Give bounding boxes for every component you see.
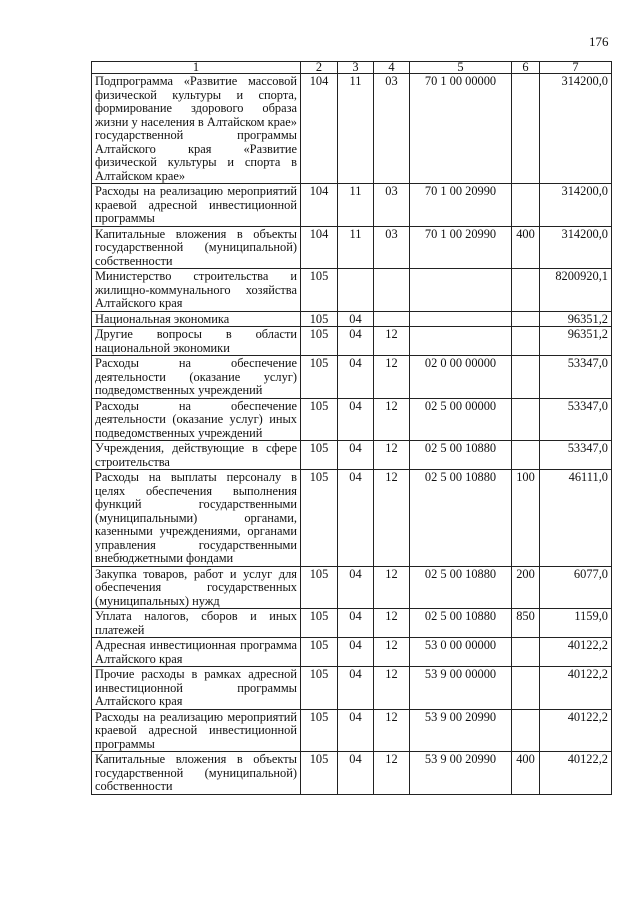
table-row xyxy=(92,74,612,184)
table-row xyxy=(92,752,612,795)
code-section-cell: 11 xyxy=(338,184,374,227)
code-target-item-cell: 70 1 00 20990 xyxy=(410,226,512,269)
code-department-cell: 105 xyxy=(301,470,338,567)
code-subsection-cell: 12 xyxy=(374,752,410,795)
code-expense-type-cell xyxy=(512,269,540,312)
header-cell: 4 xyxy=(374,62,410,74)
code-expense-type-cell xyxy=(512,638,540,667)
code-expense-type-cell xyxy=(512,709,540,752)
row-name-cell: Учреждения, действующие в сфере строительства xyxy=(92,441,301,470)
code-target-item-cell: 02 5 00 10880 xyxy=(410,470,512,567)
header-cell: 2 xyxy=(301,62,338,74)
code-expense-type-cell: 400 xyxy=(512,226,540,269)
row-name-cell: Национальная экономика xyxy=(92,311,301,327)
code-target-item-cell xyxy=(410,311,512,327)
code-section-cell: 04 xyxy=(338,441,374,470)
amount-cell: 53347,0 xyxy=(540,398,612,441)
code-target-item-cell: 53 0 00 00000 xyxy=(410,638,512,667)
table-row xyxy=(92,638,612,667)
code-subsection-cell: 12 xyxy=(374,667,410,710)
code-department-cell: 104 xyxy=(301,226,338,269)
code-section-cell: 04 xyxy=(338,638,374,667)
budget-table xyxy=(91,61,612,795)
amount-cell: 1159,0 xyxy=(540,609,612,638)
row-name-cell: Капитальные вложения в объекты государственной (муниципальной) собственности xyxy=(92,226,301,269)
amount-cell: 40122,2 xyxy=(540,638,612,667)
code-subsection-cell: 03 xyxy=(374,74,410,184)
table-row xyxy=(92,311,612,327)
amount-cell: 53347,0 xyxy=(540,356,612,399)
amount-cell: 96351,2 xyxy=(540,327,612,356)
code-expense-type-cell xyxy=(512,184,540,227)
code-target-item-cell: 53 9 00 20990 xyxy=(410,752,512,795)
row-name-cell: Другие вопросы в области национальной экономики xyxy=(92,327,301,356)
table-row xyxy=(92,441,612,470)
table-row xyxy=(92,184,612,227)
row-name-cell: Подпрограмма «Развитие массовой физической культуры и спорта, формирование здорового образа жизни у населения в Алтайском крае» государственной программы Алтайского края «Развитие физической культуры и спорта в Алтайском крае» xyxy=(92,74,301,184)
code-subsection-cell: 03 xyxy=(374,226,410,269)
row-name-cell: Расходы на выплаты персоналу в целях обеспечения выполнения функций государственными (муниципальными) органами, казенными учреждениями, органами управления государственными внебюджетными фондами xyxy=(92,470,301,567)
code-subsection-cell: 12 xyxy=(374,398,410,441)
code-expense-type-cell: 850 xyxy=(512,609,540,638)
code-section-cell: 04 xyxy=(338,566,374,609)
code-department-cell: 105 xyxy=(301,398,338,441)
amount-cell: 314200,0 xyxy=(540,184,612,227)
code-section-cell: 04 xyxy=(338,398,374,441)
code-department-cell: 105 xyxy=(301,667,338,710)
code-department-cell: 105 xyxy=(301,327,338,356)
amount-cell: 40122,2 xyxy=(540,752,612,795)
table-row xyxy=(92,667,612,710)
amount-cell: 53347,0 xyxy=(540,441,612,470)
code-section-cell: 04 xyxy=(338,609,374,638)
code-section-cell: 04 xyxy=(338,667,374,710)
code-section-cell xyxy=(338,269,374,312)
code-department-cell: 105 xyxy=(301,356,338,399)
row-name-cell: Расходы на реализацию мероприятий краевой адресной инвестиционной программы xyxy=(92,709,301,752)
code-department-cell: 105 xyxy=(301,609,338,638)
code-expense-type-cell: 200 xyxy=(512,566,540,609)
amount-cell: 96351,2 xyxy=(540,311,612,327)
code-section-cell: 04 xyxy=(338,470,374,567)
row-name-cell: Прочие расходы в рамках адресной инвестиционной программы Алтайского края xyxy=(92,667,301,710)
header-cell: 5 xyxy=(410,62,512,74)
code-subsection-cell: 12 xyxy=(374,327,410,356)
code-subsection-cell: 12 xyxy=(374,470,410,567)
table-row xyxy=(92,226,612,269)
code-target-item-cell xyxy=(410,269,512,312)
code-section-cell: 04 xyxy=(338,709,374,752)
code-department-cell: 105 xyxy=(301,311,338,327)
code-section-cell: 11 xyxy=(338,226,374,269)
table-row xyxy=(92,566,612,609)
amount-cell: 6077,0 xyxy=(540,566,612,609)
code-target-item-cell: 53 9 00 20990 xyxy=(410,709,512,752)
amount-cell: 46111,0 xyxy=(540,470,612,567)
code-subsection-cell: 12 xyxy=(374,441,410,470)
code-expense-type-cell xyxy=(512,441,540,470)
code-department-cell: 105 xyxy=(301,566,338,609)
row-name-cell: Закупка товаров, работ и услуг для обеспечения государственных (муниципальных) нужд xyxy=(92,566,301,609)
header-row xyxy=(92,62,612,74)
code-subsection-cell: 12 xyxy=(374,566,410,609)
code-target-item-cell: 02 5 00 00000 xyxy=(410,398,512,441)
code-department-cell: 105 xyxy=(301,441,338,470)
code-section-cell: 04 xyxy=(338,752,374,795)
amount-cell: 40122,2 xyxy=(540,667,612,710)
code-expense-type-cell xyxy=(512,74,540,184)
amount-cell: 40122,2 xyxy=(540,709,612,752)
amount-cell: 314200,0 xyxy=(540,226,612,269)
code-subsection-cell: 12 xyxy=(374,638,410,667)
code-expense-type-cell xyxy=(512,398,540,441)
code-subsection-cell: 12 xyxy=(374,356,410,399)
table-row xyxy=(92,327,612,356)
code-subsection-cell: 03 xyxy=(374,184,410,227)
page-number: 176 xyxy=(589,34,609,49)
code-subsection-cell xyxy=(374,311,410,327)
code-subsection-cell xyxy=(374,269,410,312)
code-target-item-cell: 70 1 00 00000 xyxy=(410,74,512,184)
code-section-cell: 11 xyxy=(338,74,374,184)
code-department-cell: 105 xyxy=(301,709,338,752)
table-row xyxy=(92,269,612,312)
code-target-item-cell: 70 1 00 20990 xyxy=(410,184,512,227)
code-section-cell: 04 xyxy=(338,356,374,399)
table-row xyxy=(92,609,612,638)
code-department-cell: 104 xyxy=(301,74,338,184)
code-target-item-cell xyxy=(410,327,512,356)
code-expense-type-cell xyxy=(512,311,540,327)
amount-cell: 314200,0 xyxy=(540,74,612,184)
code-expense-type-cell xyxy=(512,327,540,356)
row-name-cell: Капитальные вложения в объекты государственной (муниципальной) собственности xyxy=(92,752,301,795)
code-target-item-cell: 02 0 00 00000 xyxy=(410,356,512,399)
code-section-cell: 04 xyxy=(338,311,374,327)
code-expense-type-cell xyxy=(512,356,540,399)
table-row xyxy=(92,709,612,752)
row-name-cell: Расходы на обеспечение деятельности (оказание услуг) подведомственных учреждений xyxy=(92,356,301,399)
code-section-cell: 04 xyxy=(338,327,374,356)
row-name-cell: Уплата налогов, сборов и иных платежей xyxy=(92,609,301,638)
code-target-item-cell: 02 5 00 10880 xyxy=(410,566,512,609)
table-row xyxy=(92,356,612,399)
code-department-cell: 105 xyxy=(301,638,338,667)
code-department-cell: 105 xyxy=(301,269,338,312)
header-cell: 6 xyxy=(512,62,540,74)
code-subsection-cell: 12 xyxy=(374,709,410,752)
code-expense-type-cell xyxy=(512,667,540,710)
row-name-cell: Расходы на обеспечение деятельности (оказание услуг) иных подведомственных учреждений xyxy=(92,398,301,441)
code-department-cell: 105 xyxy=(301,752,338,795)
header-cell: 1 xyxy=(92,62,301,74)
header-cell: 7 xyxy=(540,62,612,74)
row-name-cell: Адресная инвестиционная программа Алтайского края xyxy=(92,638,301,667)
code-department-cell: 104 xyxy=(301,184,338,227)
code-target-item-cell: 02 5 00 10880 xyxy=(410,441,512,470)
table-row xyxy=(92,470,612,567)
code-target-item-cell: 02 5 00 10880 xyxy=(410,609,512,638)
amount-cell: 8200920,1 xyxy=(540,269,612,312)
code-expense-type-cell: 100 xyxy=(512,470,540,567)
table-row xyxy=(92,398,612,441)
row-name-cell: Министерство строительства и жилищно-коммунального хозяйства Алтайского края xyxy=(92,269,301,312)
header-cell: 3 xyxy=(338,62,374,74)
code-subsection-cell: 12 xyxy=(374,609,410,638)
row-name-cell: Расходы на реализацию мероприятий краевой адресной инвестиционной программы xyxy=(92,184,301,227)
code-target-item-cell: 53 9 00 00000 xyxy=(410,667,512,710)
code-expense-type-cell: 400 xyxy=(512,752,540,795)
